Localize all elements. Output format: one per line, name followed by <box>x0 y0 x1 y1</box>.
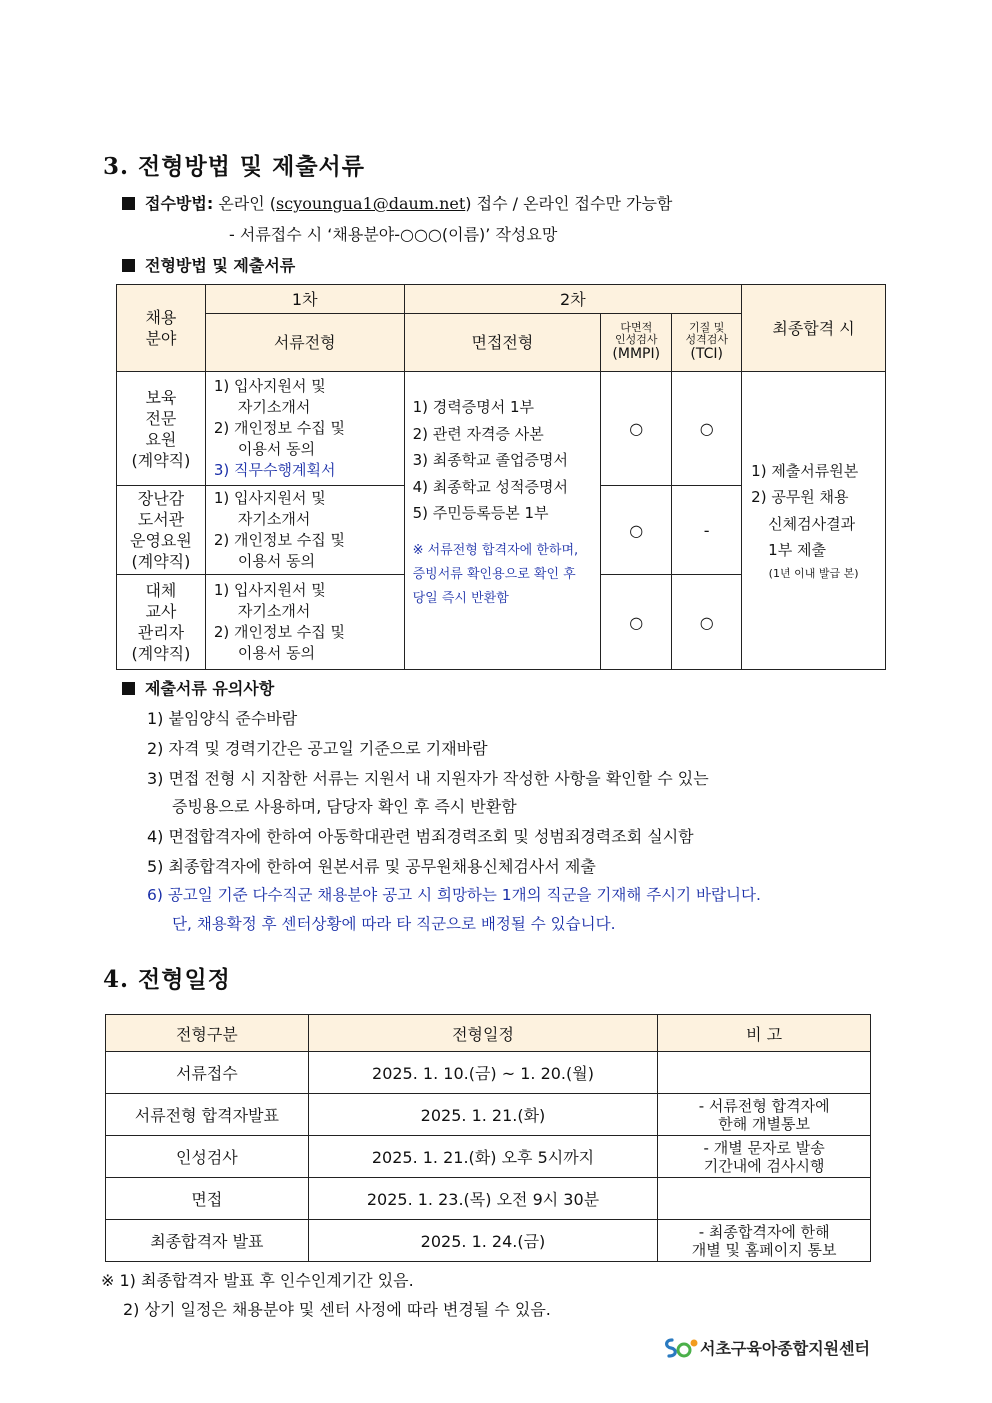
schedule-stage: 인성검사 <box>106 1136 309 1178</box>
schedule-date: 2025. 1. 21.(화) <box>308 1094 658 1136</box>
docs-childcare-expert: 1) 입사지원서 및 자기소개서 2) 개인정보 수집 및 이용서 동의 3) 직무수행계획서 <box>205 372 404 486</box>
org-logo-icon <box>662 1335 700 1361</box>
section3-title: 3. 전형방법 및 제출서류 <box>103 153 365 180</box>
receipt-note: - 서류접수 시 ‘채용분야-○○○(이름)’ 작성요망 <box>229 225 558 244</box>
schedule-remark: - 최종합격자에 한해 개별 및 홈페이지 통보 <box>658 1220 871 1262</box>
final-docs-cell: 1) 제출서류원본 2) 공무원 채용 신체검사결과 1부 제출 (1년 이내 발급 본) <box>742 372 886 670</box>
schedule-date: 2025. 1. 24.(금) <box>308 1220 658 1262</box>
schedule-stage: 서류전형 합격자발표 <box>106 1094 309 1136</box>
note-item-highlight: 단, 채용확정 후 센터상황에 따라 타 직군으로 배정될 수 있습니다. <box>172 915 616 933</box>
org-name: 서초구육아종합지원센터 <box>700 1339 871 1358</box>
receipt-pre: 온라인 ( <box>218 194 277 213</box>
schedule-remark <box>658 1178 871 1220</box>
field-substitute-teacher: 대체 교사 관리자 (계약직) <box>117 575 206 670</box>
note-item-highlight: 6) 공고일 기준 다수직군 채용분야 공고 시 희망하는 1개의 직군을 기재해 주시기 바랍니다. <box>147 886 761 904</box>
mmpi-mark-row3: ○ <box>601 575 672 670</box>
field-childcare-expert: 보육 전문 요원 (계약직) <box>117 372 206 486</box>
notes-heading <box>122 676 274 699</box>
method-heading <box>122 253 295 276</box>
square-bullet-icon <box>122 259 135 272</box>
header-remark: 비 고 <box>658 1015 871 1052</box>
receipt-email-link[interactable]: scyoungua1@daum.net <box>276 194 466 213</box>
receipt-method-line <box>122 191 672 214</box>
mmpi-mark-row2: ○ <box>601 486 672 575</box>
notes-title: 제출서류 유의사항 <box>145 679 275 698</box>
square-bullet-icon <box>122 682 135 695</box>
tci-mark-row2: - <box>672 486 742 575</box>
docs-toy-library: 1) 입사지원서 및 자기소개서 2) 개인정보 수집 및 이용서 동의 <box>205 486 404 575</box>
mmpi-mark-row1: ○ <box>601 372 672 486</box>
field-toy-library: 장난감 도서관 운영요원 (계약직) <box>117 486 206 575</box>
header-date: 전형일정 <box>308 1015 658 1052</box>
square-bullet-icon <box>122 197 135 210</box>
section4-title: 4. 전형일정 <box>103 966 231 993</box>
header-interview: 면접전형 <box>404 314 601 372</box>
footnote: ※ 1) 최종합격자 발표 후 인수인계기간 있음. <box>101 1271 414 1290</box>
docs-substitute-teacher: 1) 입사지원서 및 자기소개서 2) 개인정보 수집 및 이용서 동의 <box>205 575 404 670</box>
header-final: 최종합격 시 <box>742 285 886 372</box>
selection-method-table <box>116 284 886 670</box>
schedule-table <box>105 1014 871 1262</box>
note-item: 증빙용으로 사용하며, 담당자 확인 후 즉시 반환함 <box>172 797 517 816</box>
interview-docs-cell: 1) 경력증명서 1부 2) 관련 자격증 사본 3) 최종학교 졸업증명서 4) 최종학교 성적증명서 5) 주민등록등본 1부 ※ 서류전형 합격자에 한하며, 증빙서류 확인용으로 확인 후 당일 즉시 반환함 <box>404 372 601 670</box>
note-item: 5) 최종합격자에 한하여 원본서류 및 공무원채용신체검사서 제출 <box>147 857 596 876</box>
note-item: 3) 면접 전형 시 지참한 서류는 지원서 내 지원자가 작성한 사항을 확인할 수 있는 <box>147 769 709 788</box>
receipt-label: 접수방법: <box>145 194 214 213</box>
schedule-stage: 최종합격자 발표 <box>106 1220 309 1262</box>
schedule-date: 2025. 1. 10.(금) ~ 1. 20.(월) <box>308 1052 658 1094</box>
final-note: (1년 이내 발급 본) <box>768 566 859 580</box>
footnote: 2) 상기 일정은 채용분야 및 센터 사정에 따라 변경될 수 있음. <box>123 1300 551 1319</box>
tci-mark-row3: ○ <box>672 575 742 670</box>
note-item: 2) 자격 및 경력기간은 공고일 기준으로 기재바람 <box>147 739 488 758</box>
header-stage: 전형구분 <box>106 1015 309 1052</box>
header-round2: 2차 <box>404 285 742 314</box>
method-label: 전형방법 및 제출서류 <box>145 256 296 275</box>
schedule-remark: - 서류전형 합격자에 한해 개별통보 <box>658 1094 871 1136</box>
header-mmpi: 다면적 인성검사 (MMPI) <box>601 314 672 372</box>
header-doc-screening: 서류전형 <box>205 314 404 372</box>
tci-mark-row1: ○ <box>672 372 742 486</box>
note-item: 1) 붙임양식 준수바람 <box>147 709 298 728</box>
schedule-stage: 면접 <box>106 1178 309 1220</box>
header-tci: 기질 및 성격검사 (TCI) <box>672 314 742 372</box>
schedule-date: 2025. 1. 23.(목) 오전 9시 30분 <box>308 1178 658 1220</box>
note-item: 4) 면접합격자에 한하여 아동학대관련 범죄경력조회 및 성범죄경력조회 실시함 <box>147 827 694 846</box>
receipt-post: ) 접수 / 온라인 접수만 가능함 <box>465 194 673 213</box>
header-field: 채용 분야 <box>117 285 206 372</box>
schedule-remark: - 개별 문자로 발송 기간내에 검사시행 <box>658 1136 871 1178</box>
schedule-stage: 서류접수 <box>106 1052 309 1094</box>
schedule-date: 2025. 1. 21.(화) 오후 5시까지 <box>308 1136 658 1178</box>
header-round1: 1차 <box>205 285 404 314</box>
interview-note: ※ 서류전형 합격자에 한하며, 증빙서류 확인용으로 확인 후 당일 즉시 반환함 <box>412 542 579 606</box>
schedule-remark <box>658 1052 871 1094</box>
